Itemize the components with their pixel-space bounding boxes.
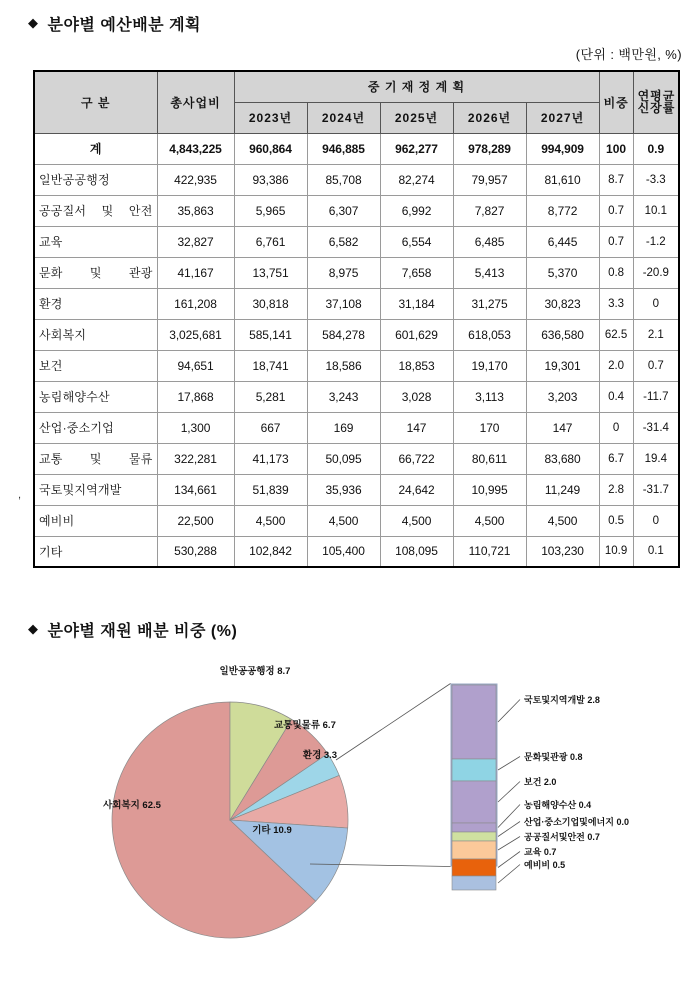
breakout-segment-국토및지역개발 xyxy=(452,685,496,759)
row-label: 사회복지 xyxy=(34,319,157,350)
row-label: 기타 xyxy=(34,536,157,567)
cell-total: 4,843,225 xyxy=(157,133,234,164)
connector-top-line xyxy=(336,684,451,761)
cell-year-2025: 24,642 xyxy=(380,474,453,505)
cell-year-2025: 18,853 xyxy=(380,350,453,381)
cell-year-2023: 5,965 xyxy=(234,195,307,226)
breakout-segment-산업·중소기업및에너지 xyxy=(452,832,496,841)
table-body xyxy=(34,133,679,567)
table-header xyxy=(34,71,679,133)
cell-year-2026: 3,113 xyxy=(453,381,526,412)
breakout-leader-국토및지역개발 xyxy=(498,700,520,723)
cell-year-2023: 585,141 xyxy=(234,319,307,350)
cell-share: 100 xyxy=(599,133,633,164)
cell-total: 322,281 xyxy=(157,443,234,474)
breakout-stacked-bar xyxy=(451,684,498,891)
cell-year-2027: 11,249 xyxy=(526,474,599,505)
cell-total: 22,500 xyxy=(157,505,234,536)
budget-table-container xyxy=(33,70,676,568)
cell-total: 1,300 xyxy=(157,412,234,443)
cell-growth: 0 xyxy=(633,505,679,536)
cell-year-2026: 170 xyxy=(453,412,526,443)
cell-share: 0.4 xyxy=(599,381,633,412)
row-label: 공공질서 및 안전 xyxy=(34,195,157,226)
cell-year-2027: 5,370 xyxy=(526,257,599,288)
cell-share: 62.5 xyxy=(599,319,633,350)
header-category: 구 분 xyxy=(34,71,157,133)
cell-year-2027: 83,680 xyxy=(526,443,599,474)
cell-growth: -11.7 xyxy=(633,381,679,412)
cell-year-2026: 80,611 xyxy=(453,443,526,474)
cell-total: 530,288 xyxy=(157,536,234,567)
breakout-segment-예비비 xyxy=(452,876,496,890)
table-row xyxy=(34,257,679,288)
cell-growth: 0 xyxy=(633,288,679,319)
cell-year-2025: 962,277 xyxy=(380,133,453,164)
cell-year-2026: 978,289 xyxy=(453,133,526,164)
row-label: 국토및지역개발 xyxy=(34,474,157,505)
cell-year-2023: 30,818 xyxy=(234,288,307,319)
diamond-bullet-icon: ◆ xyxy=(28,621,39,636)
pie-label-교통및물류: 교통및물류 6.7 xyxy=(274,720,336,731)
row-label: 예비비 xyxy=(34,505,157,536)
breakout-label-예비비: 예비비 0.5 xyxy=(524,860,566,870)
table-row xyxy=(34,474,679,505)
header-year-2027: 2027년 xyxy=(526,102,599,133)
cell-year-2026: 7,827 xyxy=(453,195,526,226)
breakout-segment-문화및관광 xyxy=(452,759,496,781)
table-row xyxy=(34,381,679,412)
cell-growth: -20.9 xyxy=(633,257,679,288)
cell-year-2027: 19,301 xyxy=(526,350,599,381)
row-label: 문화 및 관광 xyxy=(34,257,157,288)
cell-growth: 0.1 xyxy=(633,536,679,567)
cell-share: 2.0 xyxy=(599,350,633,381)
breakout-segment-공공질서및안전 xyxy=(452,841,496,859)
table-row xyxy=(34,412,679,443)
table-row xyxy=(34,195,679,226)
cell-year-2023: 960,864 xyxy=(234,133,307,164)
header-growth-line2: 신장률 xyxy=(637,101,676,116)
cell-total: 17,868 xyxy=(157,381,234,412)
cell-year-2027: 994,909 xyxy=(526,133,599,164)
cell-year-2025: 31,184 xyxy=(380,288,453,319)
cell-year-2023: 93,386 xyxy=(234,164,307,195)
breakout-label-보건: 보건 2.0 xyxy=(524,777,557,787)
breakout-labels xyxy=(498,694,629,883)
cell-year-2025: 6,992 xyxy=(380,195,453,226)
cell-year-2027: 3,203 xyxy=(526,381,599,412)
cell-total: 41,167 xyxy=(157,257,234,288)
cell-total: 35,863 xyxy=(157,195,234,226)
table-header-row-1 xyxy=(34,71,679,102)
cell-year-2025: 7,658 xyxy=(380,257,453,288)
pie-label-기타: 기타 10.9 xyxy=(252,825,292,836)
cell-year-2024: 8,975 xyxy=(307,257,380,288)
pie-chart-svg xyxy=(0,648,700,948)
cell-year-2024: 50,095 xyxy=(307,443,380,474)
header-year-2023: 2023년 xyxy=(234,102,307,133)
pie-slices xyxy=(112,702,348,938)
cell-growth: -31.4 xyxy=(633,412,679,443)
cell-year-2026: 618,053 xyxy=(453,319,526,350)
cell-growth: 10.1 xyxy=(633,195,679,226)
cell-year-2027: 30,823 xyxy=(526,288,599,319)
breakout-label-농림해양수산: 농림해양수산 0.4 xyxy=(524,800,592,810)
table-row xyxy=(34,319,679,350)
breakout-segment-교육 xyxy=(452,859,496,876)
cell-year-2027: 81,610 xyxy=(526,164,599,195)
row-label: 일반공공행정 xyxy=(34,164,157,195)
cell-year-2024: 6,307 xyxy=(307,195,380,226)
pie-chart-figure xyxy=(0,648,700,948)
breakout-segment-보건 xyxy=(452,781,496,823)
cell-year-2025: 147 xyxy=(380,412,453,443)
breakout-leader-교육 xyxy=(498,852,520,868)
cell-year-2027: 147 xyxy=(526,412,599,443)
cell-year-2026: 10,995 xyxy=(453,474,526,505)
breakout-label-국토및지역개발: 국토및지역개발 2.8 xyxy=(524,695,600,705)
breakout-label-문화및관광: 문화및관광 0.8 xyxy=(524,752,583,762)
row-label: 보건 xyxy=(34,350,157,381)
table-row xyxy=(34,226,679,257)
cell-year-2024: 37,108 xyxy=(307,288,380,319)
header-year-2025: 2025년 xyxy=(380,102,453,133)
cell-year-2023: 51,839 xyxy=(234,474,307,505)
breakout-label-공공질서및안전: 공공질서및안전 0.7 xyxy=(524,832,600,842)
cell-growth: 19.4 xyxy=(633,443,679,474)
cell-year-2027: 6,445 xyxy=(526,226,599,257)
cell-year-2024: 169 xyxy=(307,412,380,443)
table-row xyxy=(34,443,679,474)
cell-share: 6.7 xyxy=(599,443,633,474)
row-label: 교육 xyxy=(34,226,157,257)
cell-year-2027: 636,580 xyxy=(526,319,599,350)
cell-year-2026: 6,485 xyxy=(453,226,526,257)
cell-year-2024: 18,586 xyxy=(307,350,380,381)
cell-year-2025: 3,028 xyxy=(380,381,453,412)
cell-share: 8.7 xyxy=(599,164,633,195)
cell-total: 3,025,681 xyxy=(157,319,234,350)
section-heading-budget-plan xyxy=(28,12,201,35)
cell-year-2027: 8,772 xyxy=(526,195,599,226)
cell-total: 134,661 xyxy=(157,474,234,505)
header-annual-growth-rate xyxy=(633,71,679,133)
cell-year-2024: 85,708 xyxy=(307,164,380,195)
cell-year-2025: 6,554 xyxy=(380,226,453,257)
cell-year-2026: 31,275 xyxy=(453,288,526,319)
cell-year-2025: 108,095 xyxy=(380,536,453,567)
breakout-leader-문화및관광 xyxy=(498,757,520,771)
table-row xyxy=(34,133,679,164)
cell-year-2024: 35,936 xyxy=(307,474,380,505)
header-year-2024: 2024년 xyxy=(307,102,380,133)
cell-growth: 0.9 xyxy=(633,133,679,164)
cell-year-2023: 667 xyxy=(234,412,307,443)
pie-label-일반공공행정: 일반공공행정 8.7 xyxy=(219,666,291,677)
cell-year-2024: 6,582 xyxy=(307,226,380,257)
stray-mark: , xyxy=(18,489,22,501)
cell-share: 0.8 xyxy=(599,257,633,288)
cell-year-2023: 102,842 xyxy=(234,536,307,567)
unit-note: (단위 : 백만원, %) xyxy=(575,47,682,62)
cell-total: 94,651 xyxy=(157,350,234,381)
cell-year-2023: 4,500 xyxy=(234,505,307,536)
breakout-segment-농림해양수산 xyxy=(452,823,496,832)
cell-year-2023: 5,281 xyxy=(234,381,307,412)
row-label: 계 xyxy=(34,133,157,164)
section-heading-allocation-share xyxy=(28,618,237,641)
cell-share: 0.5 xyxy=(599,505,633,536)
row-label: 농림해양수산 xyxy=(34,381,157,412)
table-row xyxy=(34,350,679,381)
pie-label-환경: 환경 3.3 xyxy=(302,750,338,761)
cell-year-2024: 4,500 xyxy=(307,505,380,536)
diamond-bullet-icon: ◆ xyxy=(28,15,39,30)
cell-year-2024: 584,278 xyxy=(307,319,380,350)
cell-share: 2.8 xyxy=(599,474,633,505)
cell-year-2025: 601,629 xyxy=(380,319,453,350)
header-share: 비중 xyxy=(599,71,633,133)
cell-year-2023: 6,761 xyxy=(234,226,307,257)
chart-title: 분야별 재원 배분 비중 (%) xyxy=(47,623,238,640)
cell-total: 32,827 xyxy=(157,226,234,257)
cell-share: 0.7 xyxy=(599,226,633,257)
cell-share: 0.7 xyxy=(599,195,633,226)
row-label: 산업·중소기업 xyxy=(34,412,157,443)
breakout-leader-보건 xyxy=(498,782,520,803)
cell-year-2025: 82,274 xyxy=(380,164,453,195)
cell-growth: -3.3 xyxy=(633,164,679,195)
cell-year-2026: 19,170 xyxy=(453,350,526,381)
breakout-leader-예비비 xyxy=(498,865,520,884)
cell-year-2026: 110,721 xyxy=(453,536,526,567)
cell-year-2023: 41,173 xyxy=(234,443,307,474)
cell-year-2025: 4,500 xyxy=(380,505,453,536)
breakout-label-교육: 교육 0.7 xyxy=(524,847,557,857)
table-row xyxy=(34,164,679,195)
cell-year-2025: 66,722 xyxy=(380,443,453,474)
cell-year-2024: 105,400 xyxy=(307,536,380,567)
header-growth-line1: 연평균 xyxy=(637,88,676,103)
cell-year-2027: 103,230 xyxy=(526,536,599,567)
cell-year-2023: 18,741 xyxy=(234,350,307,381)
breakout-leader-공공질서및안전 xyxy=(498,837,520,851)
cell-year-2027: 4,500 xyxy=(526,505,599,536)
cell-share: 10.9 xyxy=(599,536,633,567)
cell-year-2024: 3,243 xyxy=(307,381,380,412)
cell-growth: 2.1 xyxy=(633,319,679,350)
breakout-label-산업·중소기업및에너지: 산업·중소기업및에너지 0.0 xyxy=(524,817,629,827)
cell-share: 0 xyxy=(599,412,633,443)
cell-year-2024: 946,885 xyxy=(307,133,380,164)
cell-total: 161,208 xyxy=(157,288,234,319)
header-midterm-plan: 중 기 재 정 계 획 xyxy=(234,71,599,102)
budget-table xyxy=(33,70,680,568)
table-row xyxy=(34,505,679,536)
cell-year-2023: 13,751 xyxy=(234,257,307,288)
cell-growth: -1.2 xyxy=(633,226,679,257)
row-label: 교통 및 물류 xyxy=(34,443,157,474)
row-label: 환경 xyxy=(34,288,157,319)
table-row xyxy=(34,536,679,567)
cell-share: 3.3 xyxy=(599,288,633,319)
header-year-2026: 2026년 xyxy=(453,102,526,133)
cell-year-2026: 4,500 xyxy=(453,505,526,536)
table-row xyxy=(34,288,679,319)
cell-year-2026: 5,413 xyxy=(453,257,526,288)
header-total-project-cost: 총사업비 xyxy=(157,71,234,133)
cell-growth: -31.7 xyxy=(633,474,679,505)
cell-total: 422,935 xyxy=(157,164,234,195)
page-title: 분야별 예산배분 계획 xyxy=(47,17,201,34)
cell-year-2026: 79,957 xyxy=(453,164,526,195)
pie-label-사회복지: 사회복지 62.5 xyxy=(103,800,161,811)
cell-growth: 0.7 xyxy=(633,350,679,381)
